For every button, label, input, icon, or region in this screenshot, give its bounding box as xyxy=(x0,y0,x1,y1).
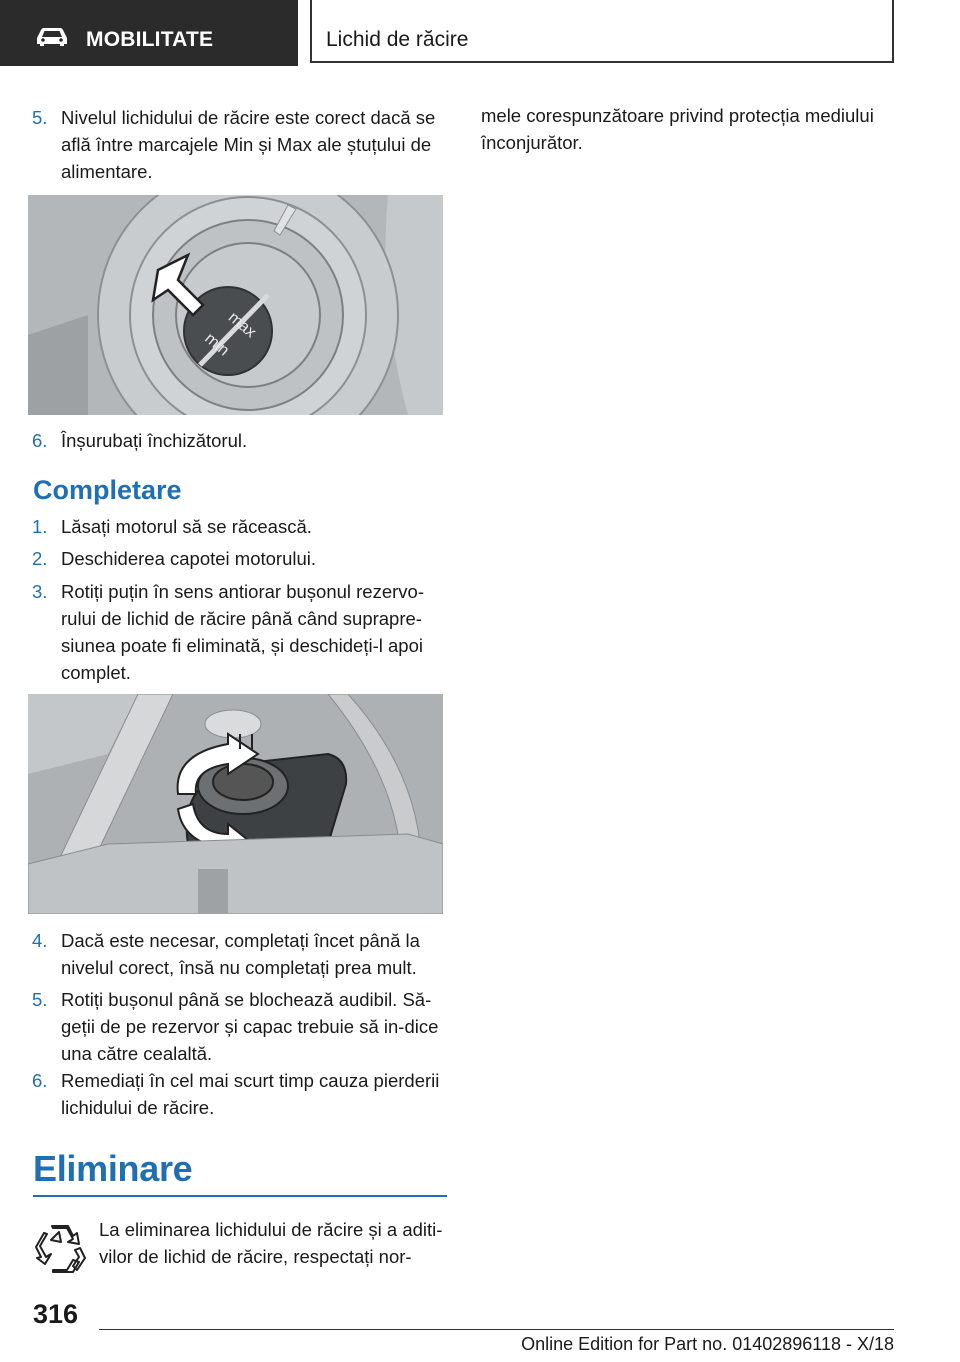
step-text: Rotiți puțin în sens antiorar bușonul rezervo-rului de lichid de răcire până când suprapre-siunea poate fi eliminată, și deschideți-l apoi complet. xyxy=(61,581,424,683)
column2-text: mele corespunzătoare privind protecția mediului înconjurător. xyxy=(481,105,874,153)
step-number: 2. xyxy=(32,548,48,569)
step-number: 5. xyxy=(32,989,48,1010)
heading-rule xyxy=(33,1195,447,1197)
footer-rule xyxy=(99,1329,894,1330)
step-number: 4. xyxy=(32,930,48,951)
section-tab xyxy=(0,0,298,66)
filler-neck-illustration xyxy=(28,195,443,415)
recycle-icon xyxy=(33,1222,87,1276)
section-heading: Completare xyxy=(33,475,182,505)
disposal-note: La eliminarea lichidului de răcire și a aditi-vilor de lichid de răcire, respectați nor- xyxy=(99,1219,443,1267)
step-text: Nivelul lichidului de răcire este corect dacă se află între marcajele Min și Max ale ștuțului de alimentare. xyxy=(61,107,436,182)
step-text: Remediați în cel mai scurt timp cauza pierderii lichidului de răcire. xyxy=(61,1070,440,1118)
page-number: 316 xyxy=(33,1299,79,1329)
figure-filler-neck xyxy=(28,195,443,415)
step-text: Rotiți bușonul până se blochează audibil. Să-geții de pe rezervor și capac trebuie să in-dice una către cealaltă. xyxy=(61,989,439,1064)
step-text: Deschiderea capotei motorului. xyxy=(61,548,317,569)
max-label: max xyxy=(224,308,260,342)
chapter-title: Lichid de răcire xyxy=(326,28,469,51)
chapter-header xyxy=(310,0,894,63)
step-number: 6. xyxy=(32,1070,48,1091)
step-number: 5. xyxy=(32,107,48,128)
figure-reservoir-cap xyxy=(28,694,443,914)
car-icon xyxy=(34,26,70,48)
reservoir-cap-illustration xyxy=(28,694,443,914)
step-text: Înșurubați închizătorul. xyxy=(61,430,248,451)
step-number: 6. xyxy=(32,430,48,451)
step-text: Dacă este necesar, completați încet până la nivelul corect, însă nu completați prea mult. xyxy=(61,930,420,978)
step-text: Lăsați motorul să se răcească. xyxy=(61,516,312,537)
min-label: min xyxy=(201,329,233,360)
section-heading: Eliminare xyxy=(33,1148,193,1189)
section-label: MOBILITATE xyxy=(86,28,214,51)
step-number: 3. xyxy=(32,581,48,602)
footer-edition: Online Edition for Part no. 01402896118 - X/18 xyxy=(521,1334,894,1354)
step-number: 1. xyxy=(32,516,48,537)
